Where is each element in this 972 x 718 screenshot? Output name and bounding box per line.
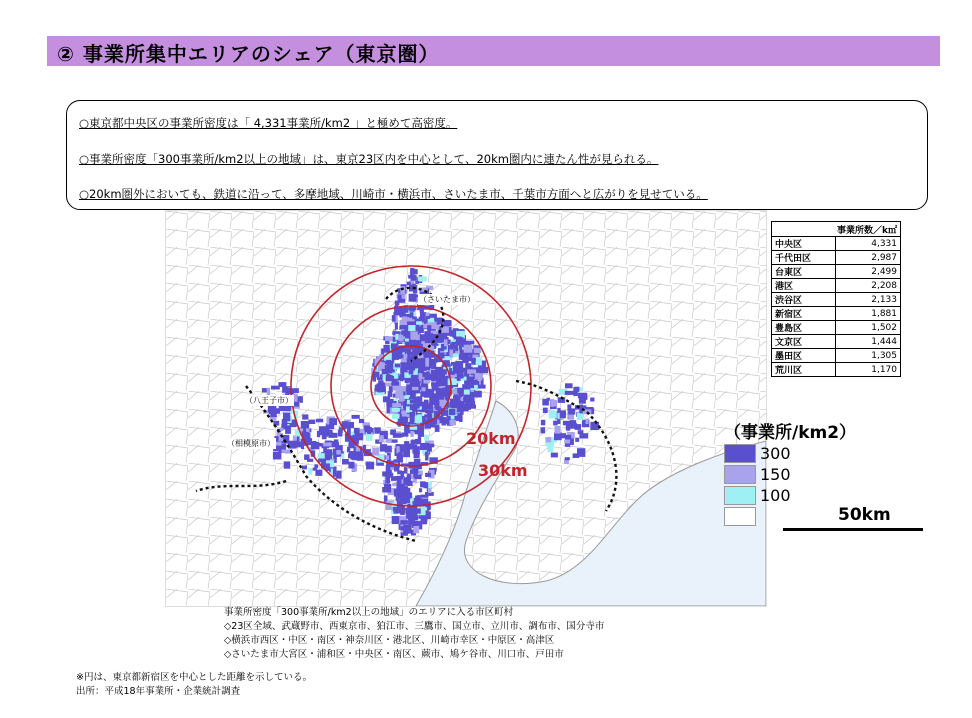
density-cell	[463, 397, 470, 403]
ranking-row	[772, 349, 901, 363]
density-cell	[474, 348, 481, 353]
density-cell	[414, 459, 421, 465]
density-cell	[582, 421, 586, 427]
label-sagamihara: （相模原市）	[227, 439, 275, 448]
density-cell	[550, 399, 554, 407]
ring-label-20km: 20km	[466, 429, 516, 448]
density-cell	[541, 420, 545, 426]
notes-item-kanagawa: ◇横浜市西区・中区・南区・神奈川区・港北区、川崎市幸区・中原区・高津区	[224, 635, 555, 646]
density-cell	[286, 388, 291, 394]
density-cell	[406, 388, 413, 392]
ranking-ward: 豊島区	[772, 321, 836, 335]
density-cell	[426, 403, 434, 409]
density-cell	[413, 526, 419, 534]
density-cell	[450, 420, 457, 425]
footnote-source: 出所：平成18年事業所・企業統計調査	[76, 686, 241, 697]
density-cell	[391, 439, 398, 442]
density-cell	[401, 368, 404, 377]
density-cell	[457, 370, 464, 378]
density-cell	[577, 448, 585, 457]
density-cell	[306, 428, 310, 432]
density-cell	[392, 516, 400, 524]
density-cell	[568, 408, 575, 414]
density-cell	[586, 419, 589, 425]
density-cell	[348, 462, 354, 469]
density-cell	[415, 416, 422, 423]
ranking-table-body	[772, 237, 901, 377]
ranking-row	[772, 279, 901, 293]
density-cell	[413, 379, 420, 384]
notes-item-saitama: ◇さいたま市大宮区・浦和区・中央区・南区、蕨市、鳩ケ谷市、川口市、戸田市	[224, 649, 564, 660]
density-cell	[319, 431, 323, 435]
density-cell	[400, 520, 408, 524]
density-cell	[445, 409, 448, 414]
density-cell	[425, 358, 429, 367]
density-cell	[432, 371, 436, 379]
legend-swatch-100	[724, 486, 756, 505]
density-cell	[415, 439, 421, 445]
density-cell	[349, 451, 356, 458]
density-cell	[341, 454, 344, 459]
density-cell	[456, 337, 462, 346]
ranking-value: 1,881	[836, 307, 901, 321]
ranking-ward: 墨田区	[772, 349, 836, 363]
density-cell	[330, 452, 333, 455]
ranking-row	[772, 251, 901, 265]
density-cell	[407, 321, 415, 324]
density-cell	[284, 461, 291, 468]
density-cell	[590, 422, 599, 430]
ranking-value: 1,170	[836, 363, 901, 377]
density-cell	[410, 312, 414, 318]
density-cell	[409, 294, 417, 302]
legend-title: （事業所/km2）	[724, 423, 857, 443]
ranking-table	[771, 221, 901, 377]
density-cell	[409, 370, 414, 375]
density-cell	[427, 501, 431, 510]
density-cell	[301, 421, 309, 428]
density-cell	[323, 442, 332, 446]
density-cell	[424, 435, 429, 441]
notes-heading: 事業所密度「300事業所/km2以上の地域」のエリアに入る市区町村	[224, 607, 514, 618]
density-cell	[400, 362, 407, 367]
density-cell	[444, 339, 448, 346]
density-cell	[273, 452, 282, 460]
ranking-value: 2,133	[836, 293, 901, 307]
density-cell	[404, 330, 408, 337]
density-cell	[455, 345, 458, 351]
ranking-value: 4,331	[836, 237, 901, 251]
density-cell	[428, 488, 432, 493]
density-cell	[408, 275, 416, 279]
density-cell	[404, 441, 409, 449]
ranking-row	[772, 307, 901, 321]
ranking-ward: 台東区	[772, 265, 836, 279]
density-cell	[302, 466, 307, 470]
ranking-value: 2,208	[836, 279, 901, 293]
ranking-value: 1,305	[836, 349, 901, 363]
density-cell	[435, 406, 441, 410]
density-cell	[352, 415, 360, 419]
density-cell	[308, 468, 312, 475]
density-cell	[280, 428, 283, 431]
legend-swatch-below	[724, 507, 756, 526]
density-cell	[332, 442, 339, 445]
density-cell	[304, 454, 309, 460]
density-cell	[420, 483, 428, 487]
ranking-row	[772, 293, 901, 307]
density-cell	[435, 425, 440, 432]
density-cell	[386, 473, 393, 478]
density-cell	[359, 419, 364, 423]
density-cell	[410, 405, 414, 411]
area-notes	[224, 606, 604, 662]
density-cell	[402, 295, 406, 299]
density-cell	[449, 409, 456, 416]
density-cell	[392, 403, 401, 407]
density-cell	[577, 412, 584, 420]
density-cell	[282, 450, 286, 453]
density-cell	[392, 315, 396, 322]
density-cell	[422, 500, 426, 505]
scale-label: 50km	[838, 505, 891, 525]
density-cell	[380, 444, 387, 451]
density-cell	[579, 400, 586, 404]
density-cell	[425, 409, 433, 413]
ranking-value: 1,502	[836, 321, 901, 335]
density-cell	[392, 483, 396, 486]
density-cell	[417, 495, 420, 501]
density-cell	[453, 395, 456, 402]
density-cell	[541, 427, 546, 433]
density-cell	[421, 358, 426, 361]
summary-box	[66, 100, 928, 210]
density-cell	[425, 473, 431, 477]
density-cell	[342, 459, 349, 465]
density-cell	[410, 431, 413, 437]
density-cell	[387, 363, 394, 372]
ranking-value: 2,987	[836, 251, 901, 265]
density-cell	[288, 441, 297, 449]
density-cell	[395, 323, 398, 330]
density-cell	[555, 426, 561, 434]
density-cell	[282, 419, 288, 426]
density-cell	[403, 401, 406, 407]
density-cell	[424, 395, 431, 398]
density-cell	[467, 369, 476, 373]
density-cell	[551, 453, 558, 458]
density-cell	[425, 452, 428, 461]
density-cell	[415, 281, 419, 284]
density-cell	[296, 442, 302, 448]
scale-bar	[783, 528, 923, 531]
density-cell	[463, 384, 467, 388]
density-cell	[403, 525, 411, 534]
density-cell	[393, 337, 396, 342]
density-cell	[565, 457, 570, 460]
density-cell	[479, 367, 488, 373]
density-cell	[564, 440, 570, 444]
density-cell	[403, 488, 411, 495]
ranking-ward: 荒川区	[772, 363, 836, 377]
density-cell	[314, 464, 318, 468]
density-cell	[408, 325, 415, 331]
density-cell	[338, 430, 342, 437]
label-hachioji: （八王子市）	[245, 396, 293, 405]
density-cell	[466, 385, 474, 389]
density-cell	[416, 321, 422, 324]
density-cell	[391, 381, 399, 386]
density-cell	[403, 354, 407, 359]
density-cell	[315, 470, 322, 476]
density-cell	[418, 403, 422, 407]
density-cell	[546, 437, 552, 442]
summary-line-2: ○事業所密度「300事業所/km2以上の地域」は、東京23区内を中心として、20km圏内に連たん性が見られる。	[79, 152, 659, 166]
density-map	[165, 210, 767, 607]
density-cell	[328, 430, 333, 436]
density-cell	[442, 369, 447, 374]
density-cell	[464, 345, 473, 353]
density-cell	[410, 412, 415, 417]
map-graphic	[166, 211, 766, 606]
density-cell	[457, 401, 463, 404]
density-cell	[575, 438, 579, 442]
density-cell	[547, 445, 553, 452]
density-cell	[423, 324, 427, 329]
density-cell	[419, 488, 422, 492]
density-cell	[379, 435, 384, 442]
density-cell	[392, 408, 400, 412]
density-cell	[448, 345, 456, 348]
density-cell	[424, 353, 428, 357]
notes-item-tokyo: ◇23区全域、武蔵野市、西東京市、狛江市、三鷹市、国立市、立川市、調布市、国分寺市	[224, 621, 605, 632]
legend-label-150: 150	[760, 465, 791, 484]
density-cell	[408, 516, 415, 522]
density-cell	[418, 276, 427, 281]
density-cell	[406, 385, 410, 388]
ranking-row	[772, 265, 901, 279]
density-cell	[421, 387, 425, 391]
density-cell	[565, 383, 573, 388]
density-cell	[578, 430, 584, 434]
ranking-row	[772, 237, 901, 251]
density-cell	[424, 374, 431, 380]
label-saitama: （さいたま市）	[419, 295, 475, 304]
ranking-row	[772, 321, 901, 335]
page-title: ② 事業所集中エリアのシェア（東京圏）	[57, 42, 440, 66]
density-cell	[468, 404, 471, 410]
density-cell	[271, 386, 280, 390]
density-cell	[400, 434, 404, 437]
density-cell	[410, 331, 417, 339]
density-cell	[565, 391, 574, 395]
density-cell	[403, 449, 410, 458]
title-bar	[47, 36, 940, 66]
density-cell	[412, 446, 420, 453]
density-cell	[405, 380, 409, 383]
density-cell	[420, 443, 429, 450]
density-cell	[395, 364, 400, 368]
density-cell	[349, 422, 354, 428]
density-cell	[436, 390, 444, 394]
density-cell	[385, 337, 392, 341]
summary-line-1: ○東京都中央区の事業所密度は「 4,331事業所/km2 」と極めて高密度。	[79, 116, 458, 130]
density-cell	[451, 342, 455, 345]
density-cell	[553, 421, 558, 426]
density-cell	[398, 335, 403, 341]
density-cell	[426, 316, 430, 319]
ranking-ward: 港区	[772, 279, 836, 293]
density-cell	[400, 471, 404, 477]
ranking-row	[772, 335, 901, 349]
density-cell	[476, 357, 482, 365]
ranking-ward: 新宿区	[772, 307, 836, 321]
density-cell	[578, 393, 587, 399]
density-cell	[302, 414, 308, 419]
ranking-ward: 文京区	[772, 335, 836, 349]
density-cell	[376, 392, 385, 395]
ranking-ward: 渋谷区	[772, 293, 836, 307]
density-cell	[329, 418, 337, 425]
density-cell	[403, 478, 409, 486]
summary-line-3: ○20km圏外においても、鉄道に沿って、多摩地域、川崎市・横浜市、さいたま市、千葉市方面へと広がりを見せている。	[79, 187, 708, 201]
density-cell	[460, 398, 463, 401]
density-cell	[405, 342, 411, 346]
density-cell	[372, 448, 379, 456]
density-cell	[428, 482, 432, 489]
density-cell	[414, 475, 421, 480]
density-cell	[407, 357, 413, 360]
density-cell	[397, 454, 404, 462]
density-cell	[451, 416, 455, 420]
density-cell	[396, 493, 399, 501]
density-cell	[378, 380, 383, 388]
density-cell	[410, 400, 418, 404]
ranking-ward: 千代田区	[772, 251, 836, 265]
density-cell	[411, 440, 415, 445]
ranking-value: 1,444	[836, 335, 901, 349]
density-cell	[270, 409, 276, 417]
density-cell	[402, 317, 407, 322]
density-cell	[570, 420, 576, 429]
density-cell	[421, 517, 428, 522]
density-cell	[543, 408, 548, 413]
density-cell	[574, 387, 579, 392]
density-cell	[468, 358, 476, 361]
legend-swatch-300	[724, 444, 756, 463]
density-cell	[354, 428, 360, 434]
density-cell	[386, 375, 393, 381]
density-cell	[396, 301, 399, 305]
density-cell	[475, 373, 483, 378]
ranking-row	[772, 363, 901, 377]
footnote-circle: ※円は、東京都新宿区を中心とした距離を示している。	[76, 672, 312, 683]
density-cell	[452, 331, 455, 335]
density-cell	[386, 399, 394, 402]
density-cell	[395, 391, 403, 399]
density-cell	[389, 386, 393, 392]
density-cell	[364, 427, 372, 431]
density-cell	[418, 364, 424, 370]
ranking-value: 2,499	[836, 265, 901, 279]
density-cell	[398, 350, 403, 358]
density-cell	[560, 410, 566, 418]
ranking-table-header: 事業所数／k㎡	[772, 222, 901, 237]
density-cell	[450, 350, 454, 358]
ranking-ward: 中央区	[772, 237, 836, 251]
density-cell	[464, 390, 470, 395]
density-cell	[473, 391, 482, 398]
density-cell	[316, 419, 323, 423]
legend-swatch-150	[724, 465, 756, 484]
density-cell	[448, 379, 457, 386]
density-cell	[404, 467, 408, 474]
legend-label-100: 100	[760, 486, 791, 505]
density-cell	[317, 453, 324, 458]
density-cell	[387, 486, 390, 490]
density-cell	[336, 450, 341, 455]
ring-label-30km: 30km	[478, 461, 528, 480]
density-cell	[590, 398, 594, 402]
density-cell	[386, 360, 391, 364]
density-cell	[412, 521, 418, 526]
density-cell	[394, 373, 398, 379]
density-cell	[378, 388, 383, 393]
density-cell	[366, 462, 371, 466]
density-cell	[333, 468, 336, 477]
density-cell	[412, 387, 419, 390]
density-cell	[383, 345, 389, 353]
density-cell	[399, 417, 405, 424]
legend-label-300: 300	[760, 444, 791, 463]
density-cell	[374, 427, 381, 433]
density-cell	[549, 410, 557, 418]
density-cell	[547, 398, 550, 401]
density-cell	[316, 443, 323, 447]
density-cell	[308, 420, 315, 424]
density-cell	[411, 392, 416, 399]
footnotes	[76, 671, 312, 699]
